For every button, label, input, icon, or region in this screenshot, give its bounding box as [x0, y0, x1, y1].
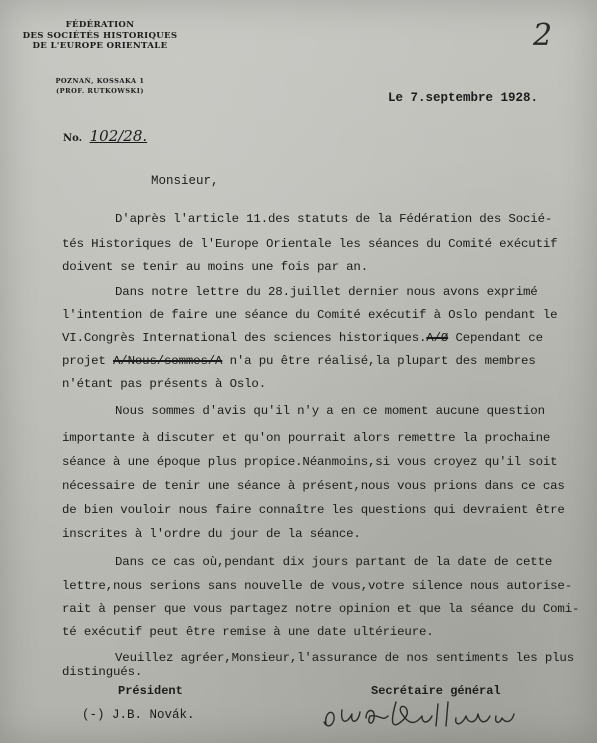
address-line: (PROF. RUTKOWSKI) [56, 87, 144, 95]
body-line: de bien vouloir nous faire connaître les questions qui devraient être [62, 503, 565, 517]
struck-text: A/Nous/sommes/A [113, 354, 223, 368]
body-text: Cependant ce [455, 331, 543, 345]
body-line: rait à penser que vous partagez notre opinion et que la séance du Comi- [62, 602, 580, 616]
president-name: (-) J.B. Novák. [82, 708, 195, 722]
body-line: té exécutif peut être remise à une date ultérieure. [62, 625, 434, 639]
letterhead-line: FÉDÉRATION [65, 20, 135, 30]
body-line: inscrites à l'ordre du jour de la séance. [62, 527, 361, 541]
secretary-title: Secrétaire général [371, 684, 501, 698]
body-line: lettre,nous serions sans nouvelle de vous,votre silence nous autorise- [62, 579, 572, 593]
handwritten-signature-icon [318, 694, 528, 739]
president-title: Président [118, 684, 183, 698]
body-line: Dans ce cas où,pendant dix jours partant de la date de cette [115, 555, 553, 569]
letter-date: Le 7.septembre 1928. [388, 91, 539, 105]
closing-line: distingués. [62, 665, 143, 679]
address-line: POZNAŃ, KOSSAKA 1 [55, 77, 145, 85]
closing-line: Veuillez agréer,Monsieur,l'assurance de nos sentiments les plus [115, 651, 574, 665]
reference-handwritten-number: 102/28. [89, 127, 148, 145]
body-line: séance à une époque plus propice.Néanmoins,si vous croyez qu'il soit [62, 455, 558, 469]
body-line: doivent se tenir au moins une fois par an. [62, 260, 368, 274]
letterhead-organization [10, 20, 190, 52]
reference-number [63, 127, 147, 145]
body-text: projet [62, 354, 106, 368]
letterhead-line: DE L'EUROPE ORIENTALE [32, 41, 168, 51]
body-line: l'intention de faire une séance du Comité exécutif à Oslo pendant le [62, 308, 558, 322]
body-text: VI.Congrès International des sciences historiques. [62, 331, 427, 345]
struck-text: A/Ø [426, 331, 449, 345]
letterhead-line: DES SOCIÉTÉS HISTORIQUES [22, 30, 178, 41]
body-line: tés Historiques de l'Europe Orientale les séances du Comité exécutif [62, 237, 558, 251]
body-line: nécessaire de tenir une séance à présent,nous vous prions dans ce cas [62, 479, 565, 493]
salutation: Monsieur, [151, 174, 219, 188]
body-text: n'a pu être réalisé,la plupart des membres [229, 354, 536, 368]
body-line [62, 331, 592, 345]
body-line: Nous sommes d'avis qu'il n'y a en ce moment aucune question [115, 404, 545, 418]
body-line: Dans notre lettre du 28.juillet dernier nous avons exprimé [115, 285, 538, 299]
body-line [62, 354, 592, 368]
letterhead-address [30, 76, 170, 96]
body-line: D'après l'article 11.des statuts de la Fédération des Socié- [115, 212, 553, 226]
handwritten-page-number: 2 [533, 18, 553, 53]
body-line: n'étant pas présents à Oslo. [62, 377, 266, 391]
reference-label: No. [63, 133, 83, 144]
body-line: importante à discuter et qu'on pourrait alors remettre la prochaine [62, 431, 551, 445]
